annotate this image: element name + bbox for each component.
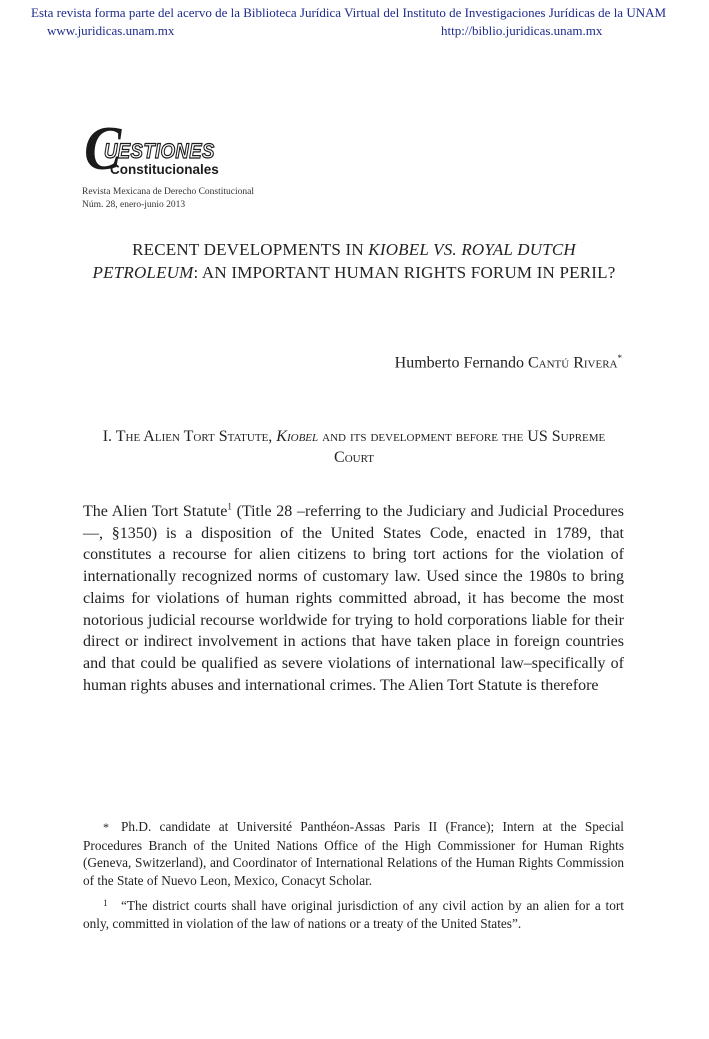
logo-initial: C (84, 115, 122, 183)
body-text-rest: (Title 28 –referring to the Judiciary and Judicial Procedures—, §1350) is a disposition of the United States Code, enacted in 1789, that constitutes a recourse for alien citizens to bring tort actions for the violation of internationally recognized norms of customary law. Used since the 1980s to bring claims for violations of human rights committed abroad, it has become the most notorious judicial recourse worldwide for trying to hold corporations liable for their direct or indirect involvement in actions that have taken place in foreign countries and that could be qualified as severe violations of international law–specifically of human rights abuses and international crimes. The Alien Tort Statute is therefore (83, 503, 624, 694)
title-part3: : AN IMPORTANT HUMAN RIGHTS FORUM IN PERIL? (193, 263, 616, 282)
title-part1: RECENT DEVELOPMENTS IN (132, 240, 369, 259)
journal-logo (82, 115, 272, 184)
footnote-text: Ph.D. candidate at Université Panthéon-Assas Paris II (France); Intern at the Special Procedures Branch of the United Nations Office of the High Commissioner for Human Rights (Geneva, Switzerland), and Coordinator of International Relations of the Human Rights Commission of the State of Nuevo Leon, Mexico, Conacyt Scholar. (83, 819, 624, 889)
heading-part1: I. The Alien Tort Statute, (102, 428, 277, 445)
author-given-name: Humberto Fernando (394, 354, 528, 372)
footnote-author (83, 818, 624, 890)
author-footnote-mark[interactable]: * (617, 353, 622, 363)
body-paragraph (83, 501, 624, 696)
juridicas-link[interactable]: www.juridicas.unam.mx (47, 23, 175, 38)
journal-name: Revista Mexicana de Derecho Constitucional (82, 187, 255, 197)
footnote-mark: 1 (103, 898, 108, 908)
body-text-start: The Alien Tort Statute (83, 503, 228, 520)
logo-word-constitucionales: Constitucionales (110, 162, 219, 177)
article-title (90, 238, 618, 284)
repository-notice: Esta revista forma parte del acervo de la Biblioteca Jurídica Virtual del Instituto de Investigaciones Jurídicas de la UNAM (31, 5, 667, 20)
biblio-link[interactable]: http://biblio.juridicas.unam.mx (441, 23, 603, 38)
logo-word-cuestiones: UESTIONES (104, 140, 215, 163)
footnote-mark: * (103, 820, 109, 834)
journal-issue: Núm. 28, enero-junio 2013 (82, 200, 186, 210)
heading-kiobel: Kiobel (276, 428, 319, 445)
section-heading (90, 426, 618, 468)
journal-info (82, 186, 254, 212)
author-line (395, 353, 622, 372)
footnote-1 (83, 895, 624, 932)
heading-part3: and its development before the US Supreme Court (318, 428, 606, 466)
footnote-text: “The district courts shall have original jurisdiction of any civil action by an alien for a tort only, committed in violation of the law of nations or a treaty of the United States”. (83, 898, 624, 931)
author-surname: Cantú Rivera (527, 354, 618, 372)
footnote-ref-1[interactable]: 1 (227, 501, 232, 512)
title-case-name: KIOBEL VS. ROYAL DUTCH PETROLEUM (92, 240, 576, 282)
